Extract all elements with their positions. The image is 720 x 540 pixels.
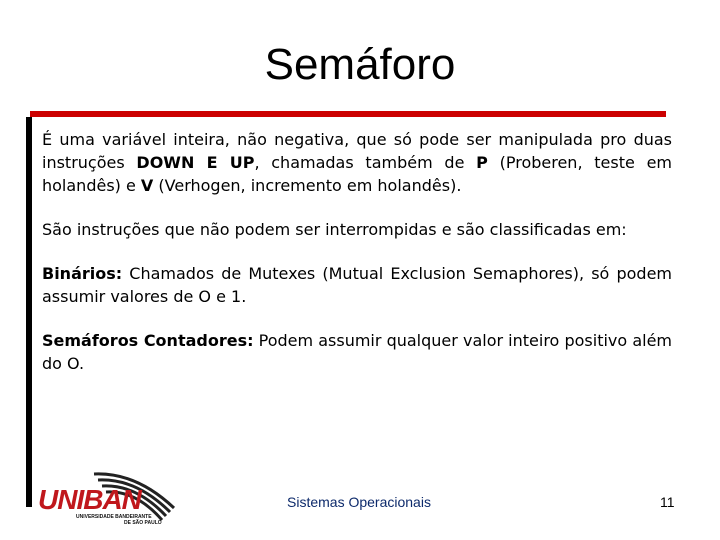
logo-subtitle-1: UNIVERSIDADE BANDEIRANTE: [76, 514, 152, 520]
uniban-logo: [36, 468, 176, 528]
paragraph-classification: São instruções que não podem ser interrompidas e são classificadas em:: [42, 220, 627, 239]
paragraph-binary: [42, 262, 672, 308]
binary-text: Chamados de Mutexes (Mutual Exclusion Semaphores), só podem assumir valores de O e 1.: [42, 264, 672, 306]
slide-body: [42, 128, 672, 396]
title-divider-bar: [30, 111, 666, 117]
counting-text: Podem assumir qualquer valor inteiro positivo além do O.: [42, 331, 672, 373]
slide-title: Semáforo: [264, 40, 456, 89]
definition-text-4: (Verhogen, incremento em holandês).: [153, 176, 462, 195]
definition-bold-down-up: DOWN E UP: [136, 153, 255, 172]
definition-text-2: , chamadas também de: [254, 153, 477, 172]
binary-label: Binários:: [42, 264, 123, 283]
footer-course-name: Sistemas Operacionais: [287, 494, 431, 510]
paragraph-counting: [42, 329, 672, 375]
paragraph-definition: [42, 128, 672, 197]
definition-text-3: (Proberen, teste em holandês) e: [42, 153, 672, 195]
definition-text-1: É uma variável inteira, não negativa, que só pode ser manipulada pro duas instruções: [42, 130, 672, 172]
counting-label: Semáforos Contadores:: [42, 331, 254, 350]
logo-wordmark: UNIBAN: [38, 484, 141, 515]
page-number: 11: [660, 494, 675, 510]
logo-subtitle-2: DE SÃO PAULO: [124, 520, 162, 526]
definition-bold-v: V: [140, 176, 154, 195]
definition-bold-p: P: [476, 153, 488, 172]
left-accent-bar: [26, 117, 32, 507]
